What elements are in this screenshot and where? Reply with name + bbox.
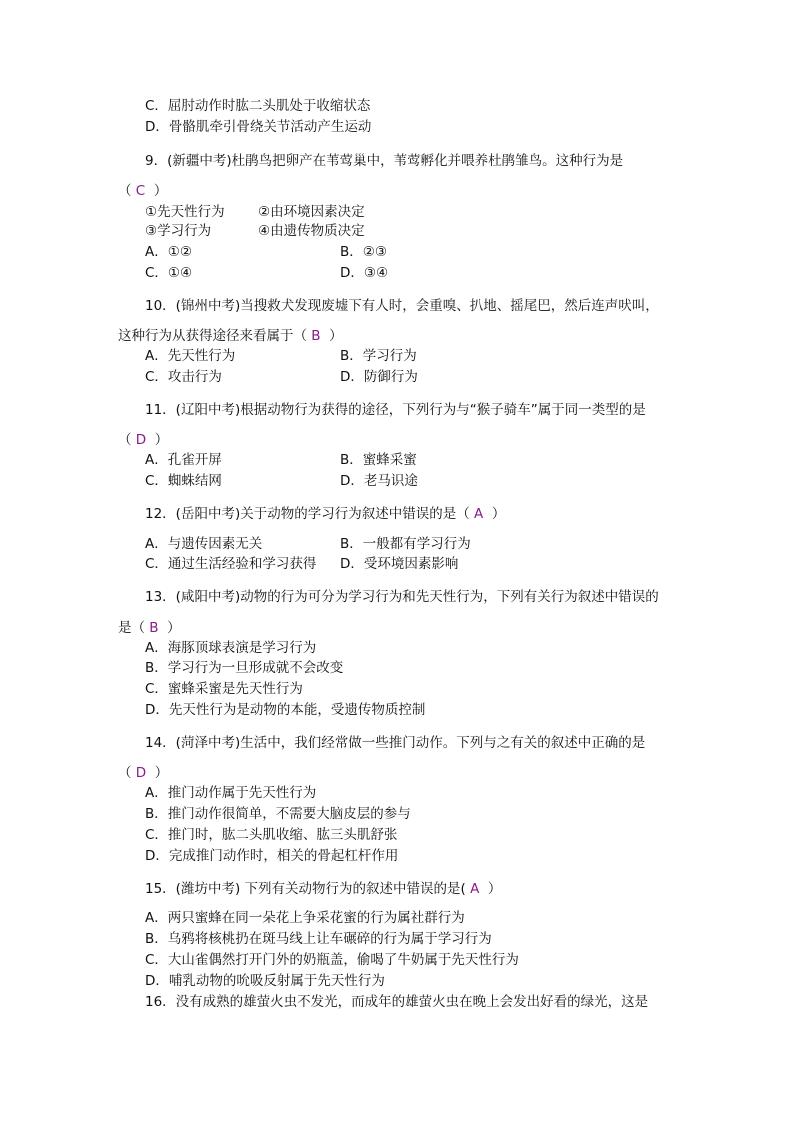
question-13-option-d: D．先天性行为是动物的本能，受遗传物质控制 xyxy=(145,702,426,718)
question-10-stem: 10．(锦州中考)当搜救犬发现废墟下有人时，会重嗅、扒地、摇尾巴，然后连声吠叫， xyxy=(145,298,659,314)
question-9-answer-line xyxy=(118,182,167,200)
question-14-stem: 14．(菏泽中考)生活中，我们经常做一些推门动作。下列与之有关的叙述中正确的是 xyxy=(145,735,646,751)
question-10-option-a: A．先天性行为 xyxy=(145,348,236,364)
question-14-option-b: B．推门动作很简单，不需要大脑皮层的参与 xyxy=(145,806,411,822)
question-13-stem: 13．(咸阳中考)动物的行为可分为学习行为和先天性行为，下列有关行为叙述中错误的 xyxy=(145,589,659,605)
paren-open: （ xyxy=(118,183,132,199)
paren-close: ） xyxy=(153,183,168,199)
paren-open: （ xyxy=(118,432,132,448)
question-10-answer: B xyxy=(311,328,321,344)
question-9-statement-4: ④由遗传物质决定 xyxy=(258,223,365,239)
question-9-option-b: B．②③ xyxy=(340,244,387,260)
question-11-answer-line xyxy=(118,431,168,449)
question-15-option-a: A．两只蜜蜂在同一朵花上争采花蜜的行为属社群行为 xyxy=(145,910,465,926)
question-14-answer: D xyxy=(135,765,147,781)
question-9-statement-1: ①先天性行为 xyxy=(145,204,225,220)
question-10-stem-line-2 xyxy=(118,327,343,345)
question-14-option-d: D．完成推门动作时，相关的骨起杠杆作用 xyxy=(145,848,399,864)
question-12-stem-line xyxy=(145,505,505,523)
question-15-answer: A xyxy=(470,881,480,897)
question-15-option-d: D．哺乳动物的吮吸反射属于先天性行为 xyxy=(145,973,385,989)
question-13-option-a: A．海豚顶球表演是学习行为 xyxy=(145,640,317,656)
paren-close: ） xyxy=(154,765,169,781)
question-15-option-b: B．乌鸦将核桃扔在斑马线上让车碾碎的行为属于学习行为 xyxy=(145,931,492,947)
question-9-option-d: D．③④ xyxy=(340,265,389,281)
question-12-option-d: D．受环境因素影响 xyxy=(340,556,459,572)
question-10-option-c: C．攻击行为 xyxy=(145,369,222,385)
question-9-stem: 9．(新疆中考)杜鹃鸟把卵产在苇莺巢中，苇莺孵化并喂养杜鹃雏鸟。这种行为是 xyxy=(145,153,624,169)
question-11-option-d: D．老马识途 xyxy=(340,473,418,489)
question-12-answer: A xyxy=(474,506,484,522)
question-12-option-c: C．通过生活经验和学习获得 xyxy=(145,556,317,572)
question-9-statement-2: ②由环境因素决定 xyxy=(258,204,365,220)
question-13-option-b: B．学习行为一旦形成就不会改变 xyxy=(145,660,344,676)
question-10-option-d: D．防御行为 xyxy=(340,369,418,385)
option-c-prev: C．屈肘动作时肱二头肌处于收缩状态 xyxy=(145,98,371,114)
question-11-option-b: B．蜜蜂采蜜 xyxy=(340,452,417,468)
question-11-option-a: A．孔雀开屏 xyxy=(145,452,222,468)
question-12-option-b: B．一般都有学习行为 xyxy=(340,536,471,552)
paren-close: ） xyxy=(491,506,506,522)
question-14-option-a: A．推门动作属于先天性行为 xyxy=(145,785,317,801)
option-d-prev: D．骨骼肌牵引骨绕关节活动产生运动 xyxy=(145,119,372,135)
question-16-stem: 16．没有成熟的雄萤火虫不发光，而成年的雄萤火虫在晚上会发出好看的绿光，这是 xyxy=(145,994,649,1010)
paren-open: （ xyxy=(118,765,132,781)
question-15-option-c: C．大山雀偶然打开门外的奶瓶盖，偷喝了牛奶属于先天性行为 xyxy=(145,952,519,968)
question-15-stem: 15．(潍坊中考) 下列有关动物行为的叙述中错误的是( xyxy=(145,881,466,897)
question-10-stem-continued: 这种行为从获得途径来看属于（ xyxy=(118,328,307,344)
question-12-option-a: A．与遗传因素无关 xyxy=(145,536,263,552)
question-12-stem: 12．(岳阳中考)关于动物的学习行为叙述中错误的是（ xyxy=(145,506,470,522)
question-13-answer: B xyxy=(149,620,159,636)
question-13-option-c: C．蜜蜂采蜜是先天性行为 xyxy=(145,681,303,697)
question-13-stem-continued: 是（ xyxy=(118,620,145,636)
paren-close: ） xyxy=(487,881,502,897)
question-13-stem-line-2 xyxy=(118,619,181,637)
question-9-option-a: A．①② xyxy=(145,244,192,260)
question-14-answer-line xyxy=(118,764,168,782)
question-11-option-c: C．蜘蛛结网 xyxy=(145,473,222,489)
question-9-option-c: C．①④ xyxy=(145,265,193,281)
paren-close: ） xyxy=(329,328,343,344)
question-14-option-c: C．推门时，肱二头肌收缩、肱三头肌舒张 xyxy=(145,827,398,843)
question-15-stem-line xyxy=(145,880,501,898)
paren-close: ） xyxy=(154,432,169,448)
question-10-option-b: B．学习行为 xyxy=(340,348,417,364)
question-11-answer: D xyxy=(135,432,147,448)
question-9-answer: C xyxy=(135,183,146,199)
question-11-stem: 11．(辽阳中考)根据动物行为获得的途径，下列行为与“猴子骑车”属于同一类型的是 xyxy=(145,402,646,418)
paren-close: ） xyxy=(167,620,181,636)
question-9-statement-3: ③学习行为 xyxy=(145,223,212,239)
